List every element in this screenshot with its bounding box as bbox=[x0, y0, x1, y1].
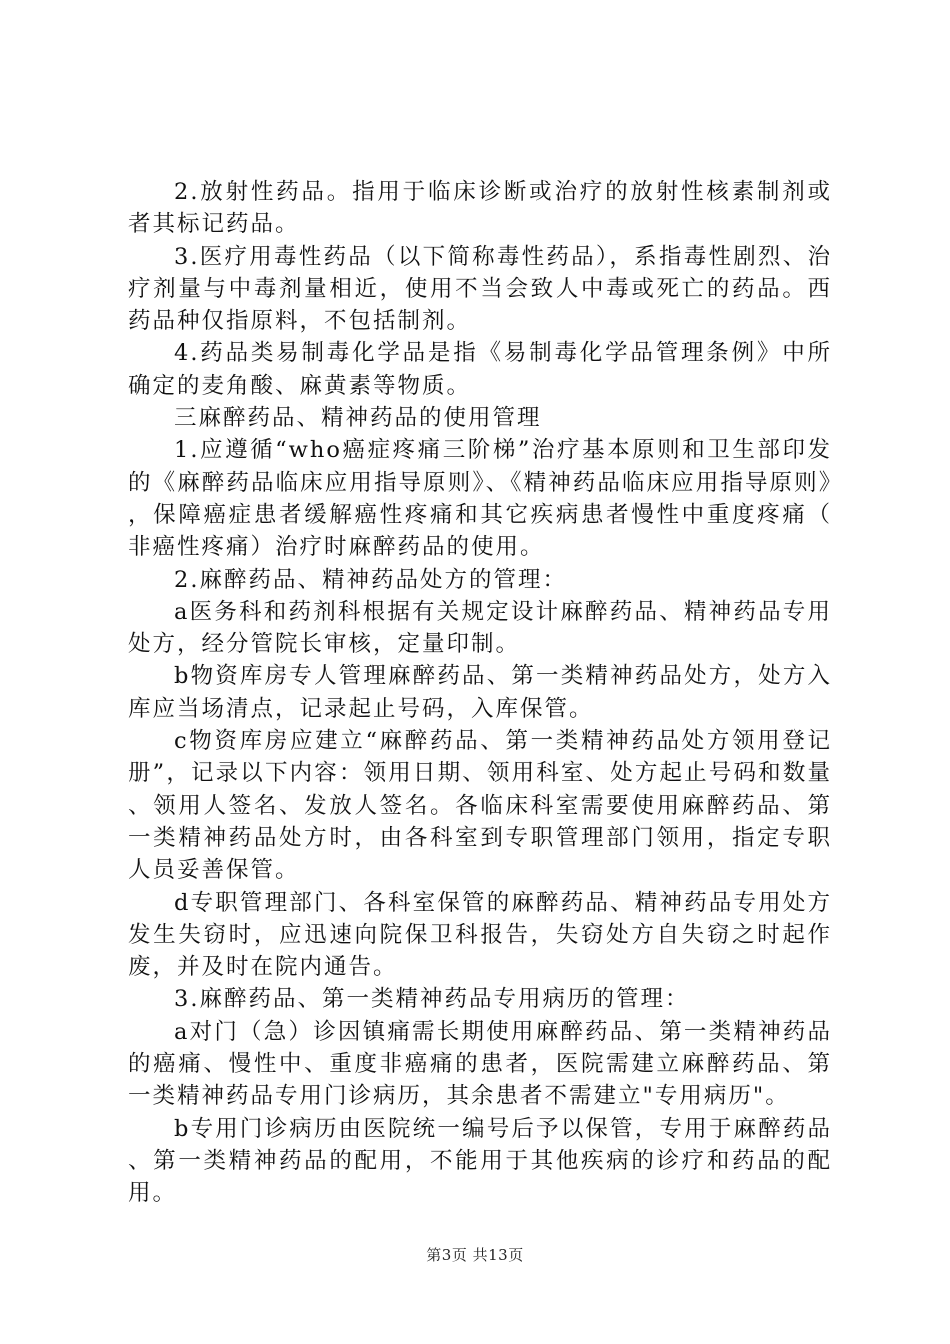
paragraph-item-a-design: a医务科和药剂科根据有关规定设计麻醉药品、精神药品专用处方，经分管院长审核，定量印制。 bbox=[128, 598, 832, 658]
paragraph-item-b-numbering: b专用门诊病历由医院统一编号后予以保管，专用于麻醉药品、第一类精神药品的配用，不能用于其他疾病的诊疗和药品的配用。 bbox=[128, 1115, 832, 1207]
paragraph-item-c-register: c物资库房应建立“麻醉药品、第一类精神药品处方领用登记册”，记录以下内容：领用日期、领用科室、处方起止号码和数量、领用人签名、发放人签名。各临床科室需要使用麻醉药品、第一类精神药品处方时，由各科室到专职管理部门领用，指定专职人员妥善保管。 bbox=[128, 728, 832, 884]
paragraph-item-b-warehouse: b物资库房专人管理麻醉药品、第一类精神药品处方，处方入库应当场清点，记录起止号码，入库保管。 bbox=[128, 663, 832, 722]
paragraph-medical-records: 3.麻醉药品、第一类精神药品专用病历的管理： bbox=[174, 986, 690, 1013]
paragraph-toxic-drugs: 3.医疗用毒性药品（以下简称毒性药品），系指毒性剧烈、治疗剂量与中毒剂量相近，使用不当会致人中毒或死亡的药品。西药品种仅指原料，不包括制剂。 bbox=[128, 243, 832, 335]
paragraph-precursor-chemicals: 4.药品类易制毒化学品是指《易制毒化学品管理条例》中所确定的麦角酸、麻黄素等物质。 bbox=[128, 340, 832, 399]
paragraph-who-principles: 1.应遵循“who癌症疼痛三阶梯”治疗基本原则和卫生部印发的《麻醉药品临床应用指导原则》、《精神药品临床应用指导原则》，保障癌症患者缓解癌性疼痛和其它疾病患者慢性中重度疼痛（非癌性疼痛）治疗时麻醉药品的使用。 bbox=[128, 437, 832, 561]
paragraph-item-a-outpatient: a对门（急）诊因镇痛需长期使用麻醉药品、第一类精神药品的癌痛、慢性中、重度非癌痛的患者，医院需建立麻醉药品、第一类精神药品专用门诊病历，其余患者不需建立"专用病历"。 bbox=[128, 1018, 832, 1110]
document-body bbox=[128, 176, 832, 1210]
section-heading-usage-management: 三麻醉药品、精神药品的使用管理 bbox=[174, 405, 542, 432]
paragraph-item-d-theft: d专职管理部门、各科室保管的麻醉药品、精神药品专用处方发生失窃时，应迅速向院保卫科报告，失窃处方自失窃之时起作废，并及时在院内通告。 bbox=[128, 889, 832, 981]
paragraph-radioactive-drugs: 2.放射性药品。指用于临床诊断或治疗的放射性核素制剂或者其标记药品。 bbox=[128, 179, 832, 238]
paragraph-prescription-management: 2.麻醉药品、精神药品处方的管理： bbox=[174, 566, 567, 593]
page-number-footer: 第3页 共13页 bbox=[426, 1246, 524, 1264]
